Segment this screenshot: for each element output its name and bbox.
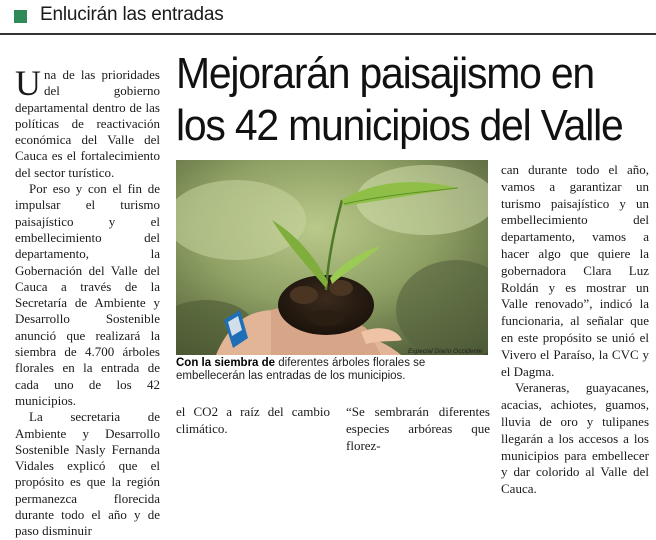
article-paragraph: Por eso y con el fin de impulsar el turismo paisajístico y el embellecimiento del departamento, la Gobernación del Valle del Cauca a través de la Secretaría de Ambiente y Desarrollo Sostenible anunció que realizará la siembra de 4.700 árboles florales en la entrada de cada uno de los 42 municipios. [15, 181, 160, 408]
article-column-right [501, 162, 649, 498]
article-paragraph: can durante todo el año, vamos a garantizar un turismo paisajístico y un embellecimiento del departamento, vamos a hacer algo que quiere la gobernadora Clara Luz Roldán y es mostrar un Valle renovado”, indicó la funcionaria, al señalar que en este propósito se unió el Vivero el Paraíso, la CVC y el Dagma. [501, 162, 649, 379]
headline-line-1: Mejorarán paisajismo en [176, 49, 594, 98]
section-marker-icon [14, 10, 27, 23]
article-column-left [15, 63, 160, 540]
article-column-middle [176, 403, 330, 437]
article-paragraph: La secretaria de Ambiente y Desarrollo Sostenible Nasly Fernanda Vidales explicó que el propósito es que la región permanezca florecida durante todo el año y de paso disminuir [15, 409, 160, 539]
section-label: Enlucirán las entradas [40, 4, 224, 25]
headline [176, 48, 623, 152]
article-paragraph [15, 63, 160, 181]
caption-text: diferentes árboles florales se embellecerán las entradas de los municipios. [176, 357, 426, 382]
section-header [0, 0, 656, 38]
article-paragraph: el CO2 a raíz del cambio climático. [176, 404, 330, 436]
article-photo [176, 160, 488, 355]
caption-lead: Con la siembra de [176, 357, 276, 369]
article-paragraph: Veraneras, guayacanes, acacias, achiotes, guamos, lluvia de oro y tulipanes llegarán a los accesos a los municipios para embellecer y dar colorido al Valle del Cauca. [501, 380, 649, 497]
seedling-in-hands-image [176, 160, 488, 355]
drop-cap: U [15, 63, 41, 103]
paragraph-text: na de las prioridades del gobierno departamental dentro de las políticas de reactivación económica del Valle del Cauca es el fortalecimiento del sector turístico. [15, 67, 160, 180]
article-column-middle-2 [346, 403, 490, 454]
photo-credit: Especial Diario Occidente [408, 348, 483, 355]
section-divider [0, 33, 656, 35]
photo-caption [176, 357, 492, 383]
article-paragraph: “Se sembrarán diferentes especies arbóreas que florez- [346, 404, 490, 453]
headline-line-2: los 42 municipios del Valle [176, 101, 623, 150]
